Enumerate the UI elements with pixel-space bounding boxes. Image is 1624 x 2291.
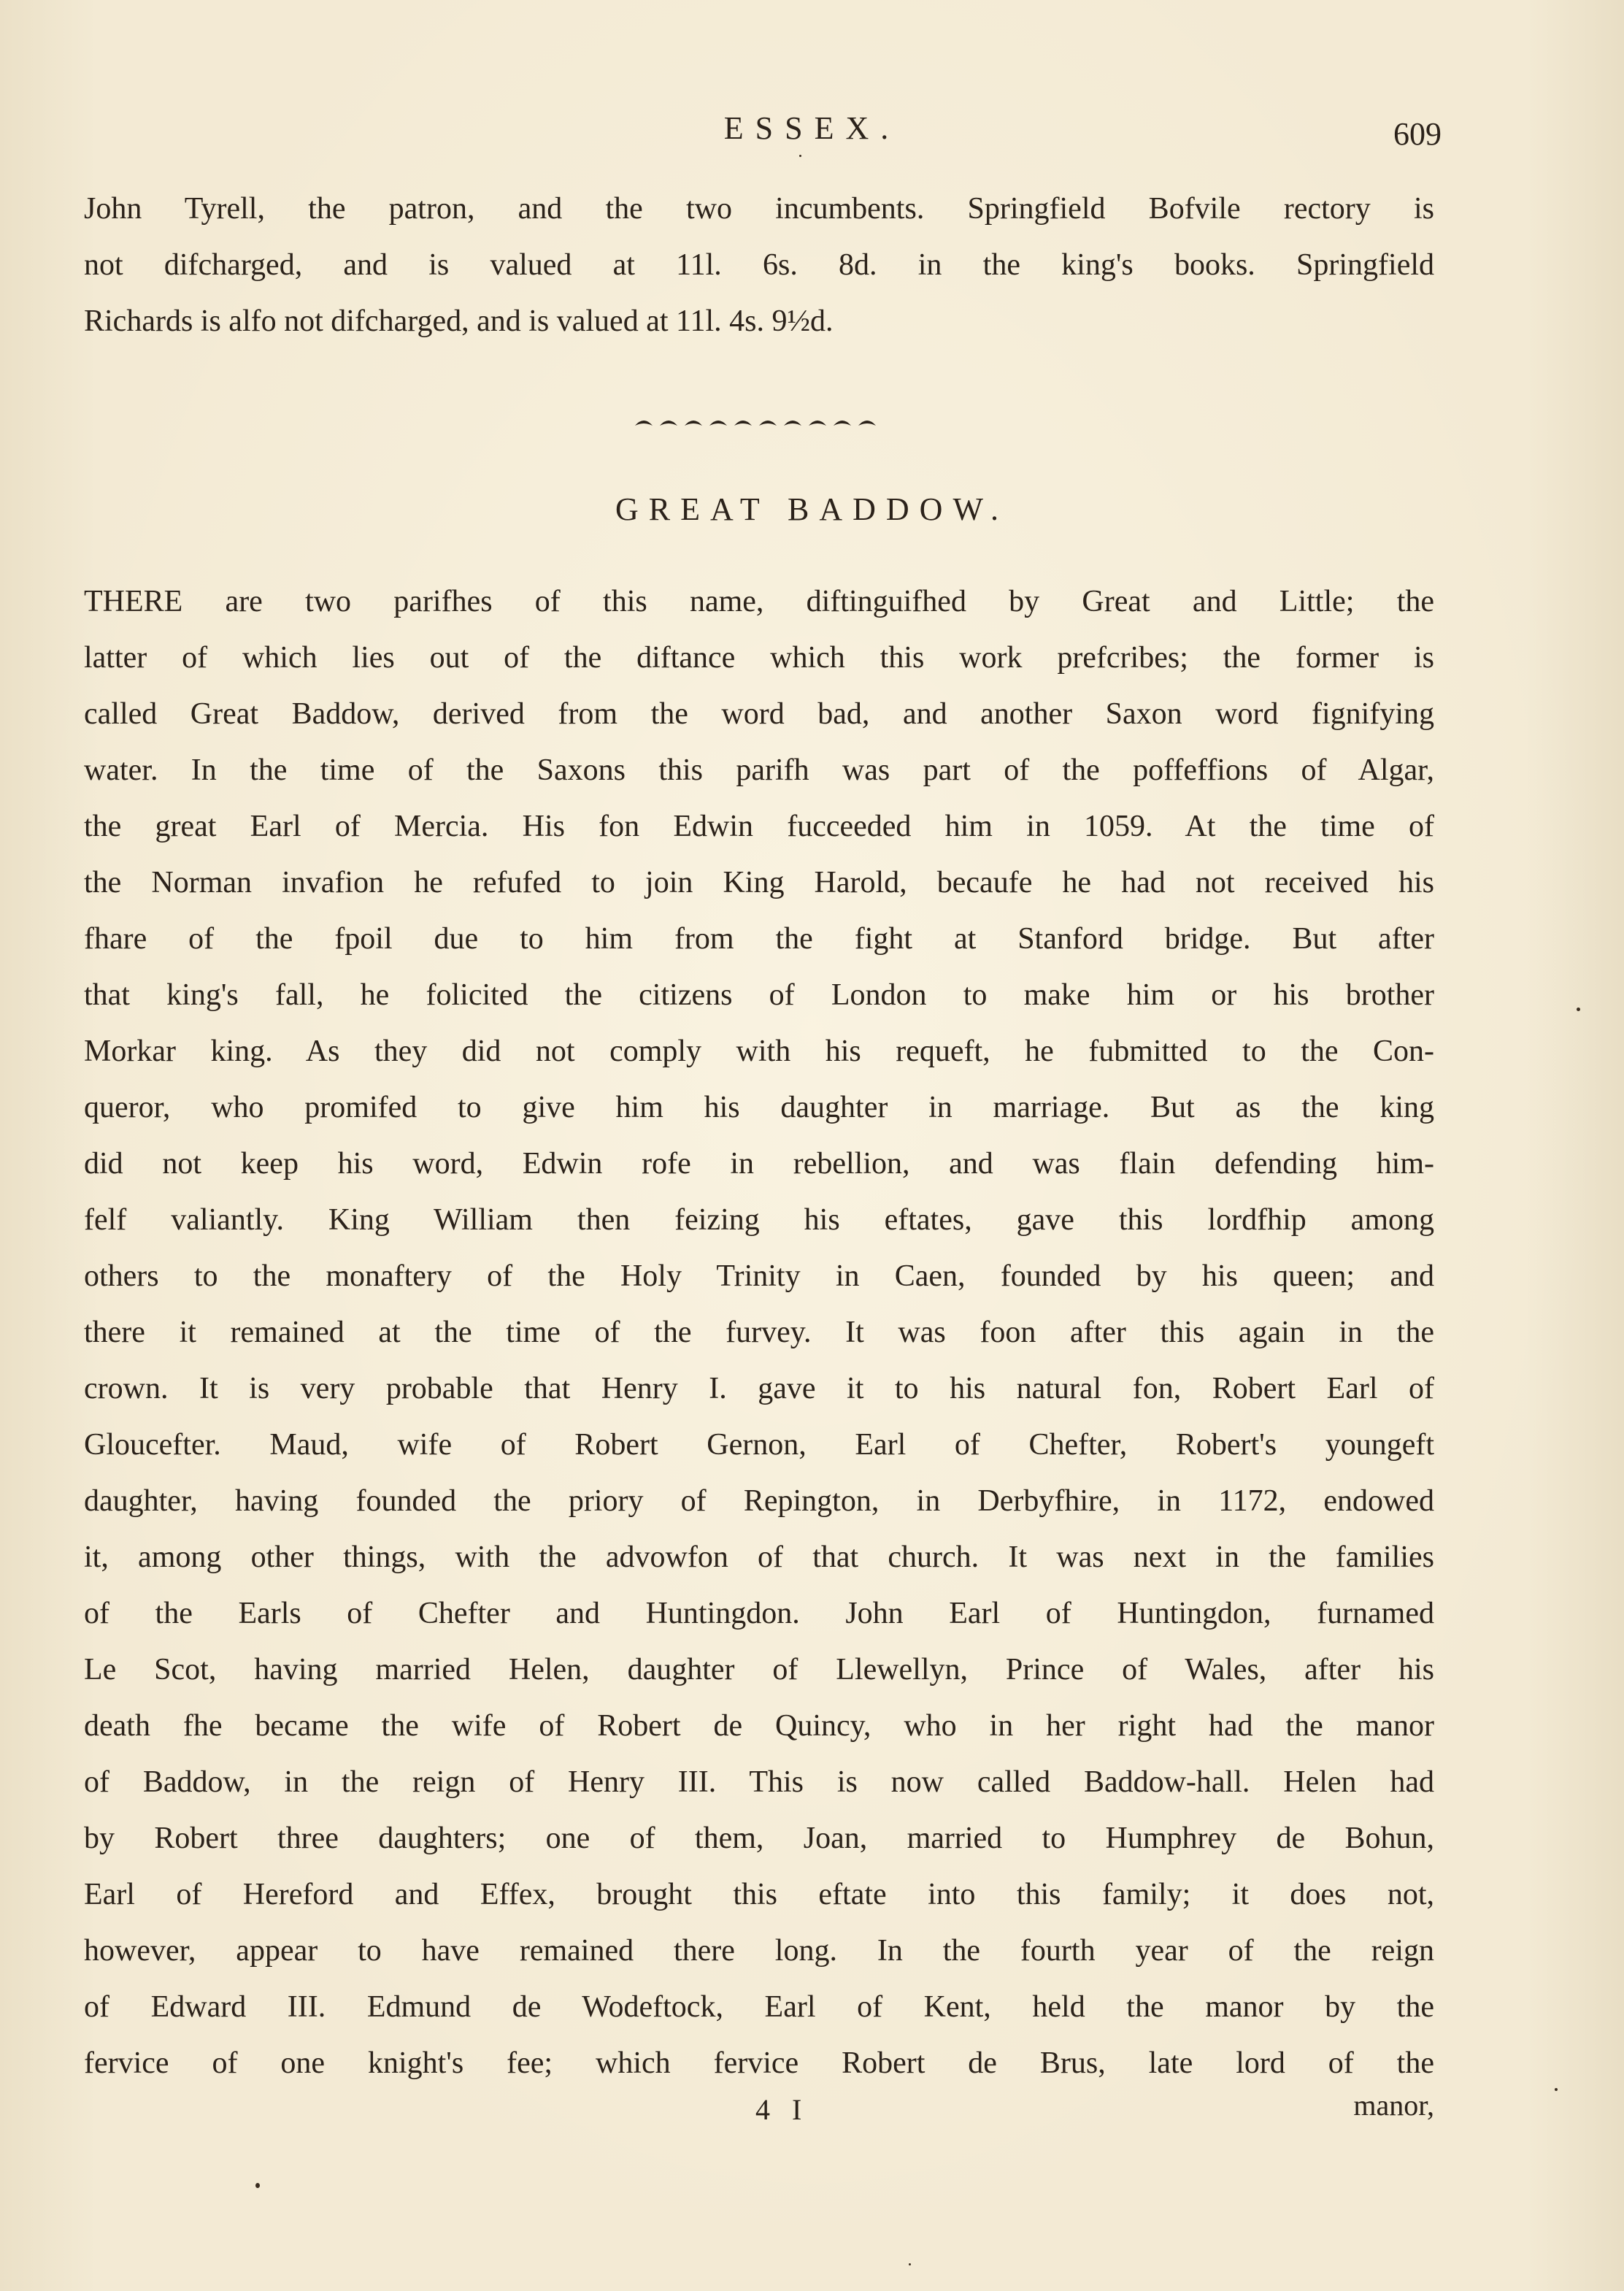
section-title: GREAT BADDOW. bbox=[615, 491, 1009, 527]
text-line: Morkar king. As they did not comply with his requeft, he fubmitted to the Con- bbox=[84, 1035, 1434, 1068]
text-line: of Baddow, in the reign of Henry III. This is now called Baddow-hall. Helen had bbox=[84, 1765, 1434, 1799]
text-line: the great Earl of Mercia. His fon Edwin fucceeded him in 1059. At the time of bbox=[84, 810, 1434, 843]
text-line: by Robert three daughters; one of them, Joan, married to Humphrey de Bohun, bbox=[84, 1822, 1434, 1855]
text-line: felf valiantly. King William then feizing his eftates, gave this lordfhip among bbox=[84, 1203, 1434, 1237]
section-divider-ornament bbox=[628, 412, 890, 434]
text-line: THERE are two parifhes of this name, diftinguifhed by Great and Little; the bbox=[84, 585, 1434, 618]
text-line: called Great Baddow, derived from the word bad, and another Saxon word fignifying bbox=[84, 697, 1434, 731]
text-line: Gloucefter. Maud, wife of Robert Gernon, Earl of Chefter, Robert's youngeft bbox=[84, 1428, 1434, 1462]
text-line: Earl of Hereford and Effex, brought this eftate into this family; it does not, bbox=[84, 1878, 1434, 1911]
signature-mark: 4 I bbox=[755, 2093, 809, 2126]
intro-paragraph bbox=[84, 181, 1434, 350]
text-line: not difcharged, and is valued at 11l. 6s. 8d. in the king's books. Springfield bbox=[84, 248, 1434, 282]
speck bbox=[1555, 2088, 1558, 2091]
main-paragraph bbox=[84, 574, 1434, 2092]
text-line: fhare of the fpoil due to him from the fight at Stanford bridge. But after bbox=[84, 922, 1434, 956]
text-line: fervice of one knight's fee; which fervice Robert de Brus, late lord of the bbox=[84, 2046, 1434, 2080]
text-line: crown. It is very probable that Henry I. gave it to his natural fon, Robert Earl of bbox=[84, 1372, 1434, 1405]
text-line: John Tyrell, the patron, and the two incumbents. Springfield Bofvile rectory is bbox=[84, 192, 1434, 226]
speck bbox=[1577, 1008, 1580, 1011]
text-line: did not keep his word, Edwin rofe in rebellion, and was flain defending him- bbox=[84, 1147, 1434, 1181]
catchword: manor, bbox=[1353, 2089, 1434, 2122]
speck bbox=[799, 155, 801, 157]
text-line: the Norman invafion he refufed to join King Harold, becaufe he had not received his bbox=[84, 866, 1434, 899]
text-line: it, among other things, with the advowfon of that church. It was next in the families bbox=[84, 1540, 1434, 1574]
text-line: others to the monaftery of the Holy Trinity in Caen, founded by his queen; and bbox=[84, 1259, 1434, 1293]
running-title: ESSEX. bbox=[723, 110, 901, 146]
text-line: daughter, having founded the priory of Repington, in Derbyfhire, in 1172, endowed bbox=[84, 1484, 1434, 1518]
text-line: that king's fall, he folicited the citizens of London to make him or his brother bbox=[84, 978, 1434, 1012]
text-line: there it remained at the time of the furvey. It was foon after this again in the bbox=[84, 1316, 1434, 1349]
speck bbox=[255, 2183, 260, 2188]
running-head bbox=[0, 110, 1624, 153]
text-line: of the Earls of Chefter and Huntingdon. John Earl of Huntingdon, furnamed bbox=[84, 1597, 1434, 1630]
text-line: Richards is alfo not difcharged, and is valued at 11l. 4s. 9½d. bbox=[84, 304, 834, 338]
speck bbox=[909, 2263, 911, 2265]
text-line: latter of which lies out of the diftance which this work prefcribes; the former is bbox=[84, 641, 1434, 675]
text-line: Le Scot, having married Helen, daughter of Llewellyn, Prince of Wales, after his bbox=[84, 1653, 1434, 1686]
text-line: death fhe became the wife of Robert de Quincy, who in her right had the manor bbox=[84, 1709, 1434, 1743]
text-line: however, appear to have remained there long. In the fourth year of the reign bbox=[84, 1934, 1434, 1968]
page-footer bbox=[0, 2088, 1624, 2132]
text-line: water. In the time of the Saxons this parifh was part of the poffeffions of Algar, bbox=[84, 753, 1434, 787]
text-line: queror, who promifed to give him his daughter in marriage. But as the king bbox=[84, 1091, 1434, 1124]
page-number: 609 bbox=[1393, 116, 1442, 152]
text-line: of Edward III. Edmund de Wodeftock, Earl of Kent, held the manor by the bbox=[84, 1990, 1434, 2024]
